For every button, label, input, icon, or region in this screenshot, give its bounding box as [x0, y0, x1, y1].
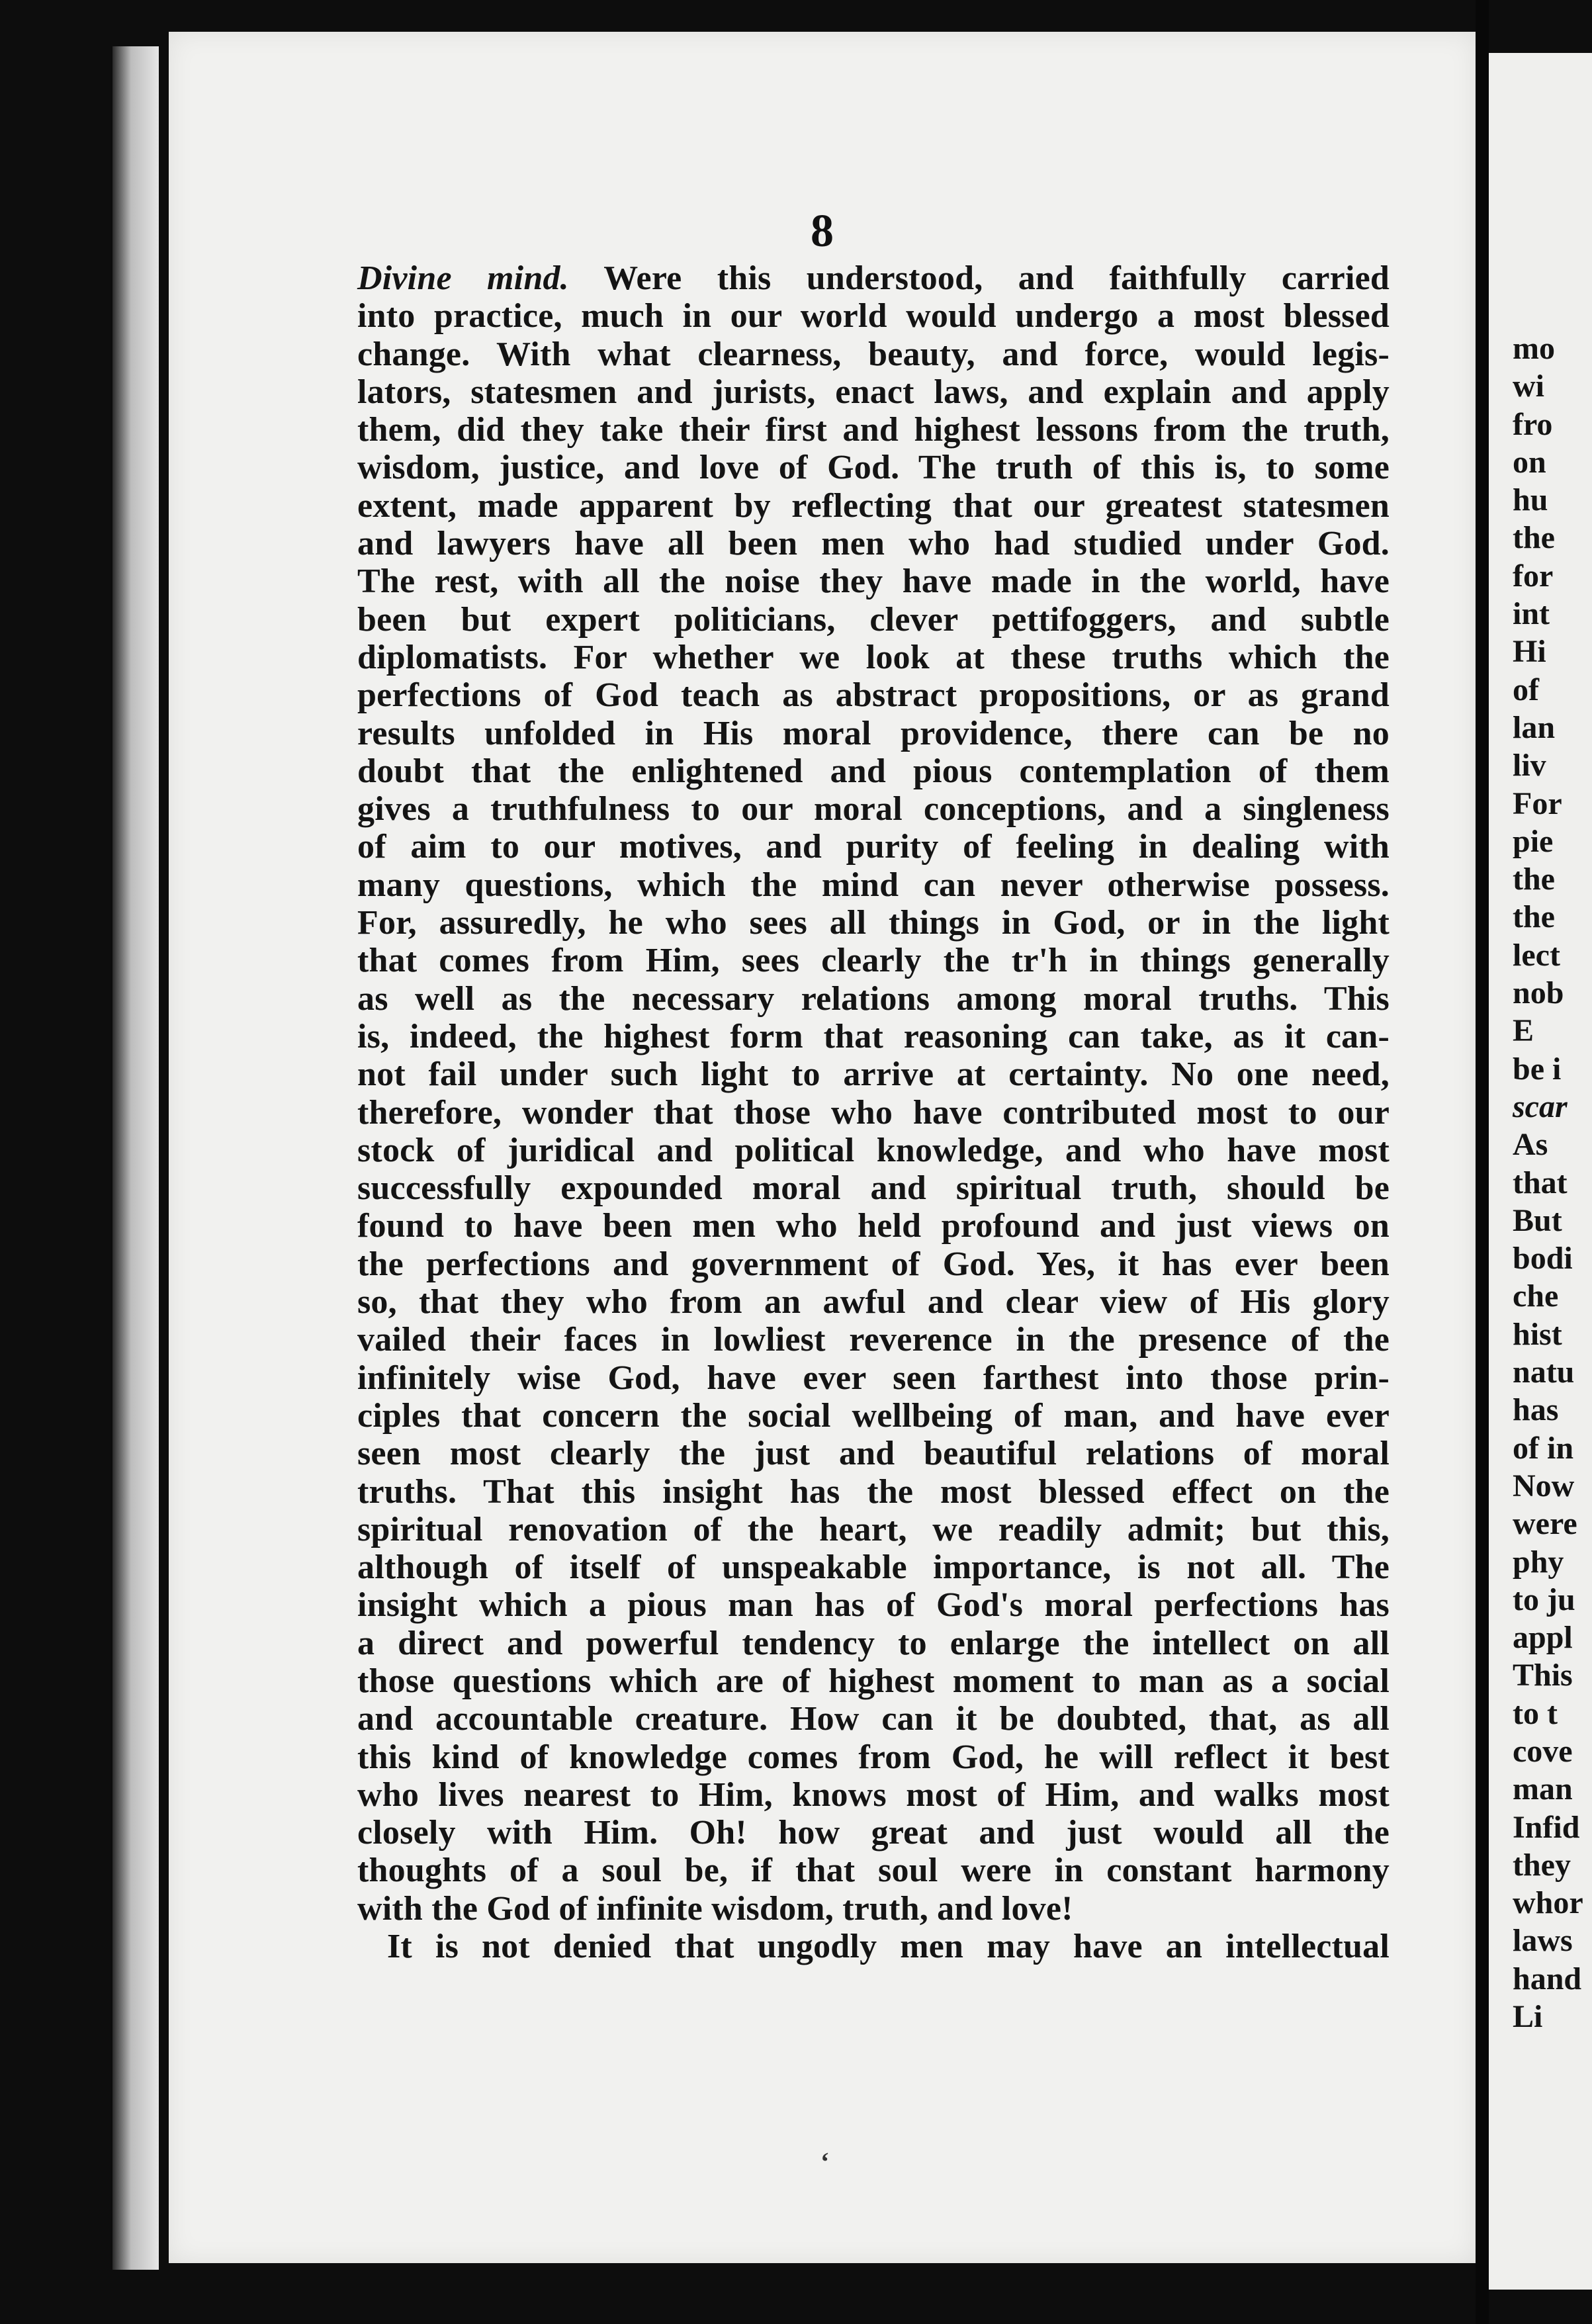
text-line: of aim to our motives, and purity of feeling in dealing with — [357, 828, 1390, 866]
text-line: perfections of God teach as abstract propositions, or as grand — [357, 676, 1390, 715]
facing-page-line: fro — [1513, 406, 1553, 442]
text-line: and accountable creature. How can it be doubted, that, as all — [357, 1700, 1390, 1738]
facing-page-line: For — [1513, 785, 1562, 821]
text-line: For, assuredly, he who sees all things in God, or in the light — [357, 904, 1390, 942]
text-line: found to have been men who held profound and just views on — [357, 1207, 1390, 1245]
text-line: that comes from Him, sees clearly the tr'h in things generally — [357, 942, 1390, 980]
facing-page-line: to t — [1513, 1695, 1558, 1731]
text-line: doubt that the enlightened and pious contemplation of them — [357, 752, 1390, 790]
text-line: spiritual renovation of the heart, we readily admit; but this, — [357, 1510, 1390, 1548]
facing-page-line: hu — [1513, 482, 1548, 518]
facing-page-line: E — [1513, 1013, 1534, 1049]
text-line: a direct and powerful tendency to enlarge the intellect on all — [357, 1624, 1390, 1662]
facing-page-line: of — [1513, 672, 1539, 707]
text-line — [357, 259, 1390, 297]
text-line: ciples that concern the social wellbeing of man, and have ever — [357, 1396, 1390, 1435]
text-line: those questions which are of highest moment to man as a social — [357, 1662, 1390, 1700]
text-line: into practice, much in our world would undergo a most blessed — [357, 297, 1390, 335]
text-line: closely with Him. Oh! how great and just would all the — [357, 1814, 1390, 1852]
text-line: infinitely wise God, have ever seen farthest into those prin- — [357, 1359, 1390, 1397]
facing-page-line: laws — [1513, 1923, 1573, 1959]
facing-page-line: int — [1513, 596, 1550, 632]
text-line: not fail under such light to arrive at certainty. No one need, — [357, 1055, 1390, 1094]
facing-page — [1489, 53, 1592, 2290]
facing-page-line: whor — [1513, 1885, 1583, 1921]
text-line: diplomatists. For whether we look at these truths which the — [357, 638, 1390, 676]
facing-page-line: scar — [1513, 1089, 1568, 1124]
facing-page-line: they — [1513, 1847, 1571, 1883]
text-line: vailed their faces in lowliest reverence in the presence of the — [357, 1321, 1390, 1359]
body-text — [357, 259, 1390, 1965]
text-line: wisdom, justice, and love of God. The truth of this is, to some — [357, 449, 1390, 487]
facing-page-line: mo — [1513, 331, 1555, 366]
facing-page-line: were — [1513, 1506, 1577, 1542]
text-line: as well as the necessary relations among moral truths. This — [357, 979, 1390, 1018]
facing-page-line: appl — [1513, 1620, 1573, 1656]
text-line: been but expert politicians, clever pettifoggers, and subtle — [357, 600, 1390, 639]
text-line: with the God of infinite wisdom, truth, and love! — [357, 1889, 1073, 1928]
facing-page-line: cove — [1513, 1733, 1573, 1769]
text-line: It is not denied that ungodly men may have an intellectual — [387, 1928, 1390, 1966]
facing-page-line: hand — [1513, 1961, 1582, 1996]
facing-page-line: the — [1513, 862, 1555, 897]
text-line: change. With what clearness, beauty, and force, would legis- — [357, 335, 1390, 373]
facing-page-line: This — [1513, 1658, 1573, 1693]
facing-page-line: che — [1513, 1278, 1559, 1314]
ink-mark: ‘ — [820, 2147, 830, 2176]
text-line: thoughts of a soul be, if that soul were in constant harmony — [357, 1852, 1390, 1890]
facing-page-line: the — [1513, 520, 1555, 556]
text-line: extent, made apparent by reflecting that our greatest statesmen — [357, 486, 1390, 525]
facing-page-text — [1513, 330, 1583, 2035]
facing-page-line: has — [1513, 1392, 1559, 1428]
page-number: 8 — [811, 206, 834, 257]
text-line: therefore, wonder that those who have contributed most to our — [357, 1093, 1390, 1132]
italic-phrase: Divine mind. — [357, 259, 569, 297]
text-line: lators, statesmen and jurists, enact laws, and explain and apply — [357, 373, 1390, 411]
facing-page-line: nob — [1513, 975, 1564, 1011]
facing-page-line: man — [1513, 1771, 1573, 1807]
facing-page-line: lan — [1513, 709, 1556, 745]
facing-page-line: Infid — [1513, 1809, 1580, 1845]
text-line: stock of juridical and political knowledge, and who have most — [357, 1131, 1390, 1169]
text-line: many questions, which the mind can never otherwise possess. — [357, 866, 1390, 904]
text-line: The rest, with all the noise they have made in the world, have — [357, 562, 1390, 601]
facing-page-line: that — [1513, 1165, 1568, 1200]
facing-page-line: on — [1513, 444, 1546, 480]
text-line: them, did they take their first and highest lessons from the truth, — [357, 411, 1390, 449]
facing-page-line: Now — [1513, 1468, 1575, 1503]
facing-page-line: bodi — [1513, 1241, 1573, 1276]
facing-page-line: for — [1513, 558, 1554, 594]
line-text: Were this understood, and faithfully carried — [568, 259, 1390, 297]
facing-page-line: But — [1513, 1202, 1562, 1238]
text-line: who lives nearest to Him, knows most of Him, and walks most — [357, 1775, 1390, 1814]
text-line: the perfections and government of God. Yes, it has ever been — [357, 1245, 1390, 1283]
facing-page-line: pie — [1513, 823, 1554, 859]
page-edge — [112, 46, 159, 2270]
text-line: gives a truthfulness to our moral conceptions, and a singleness — [357, 790, 1390, 828]
text-line: although of itself of unspeakable importance, is not all. The — [357, 1548, 1390, 1587]
facing-page-line: wi — [1513, 369, 1544, 404]
text-line: successfully expounded moral and spiritual truth, should be — [357, 1169, 1390, 1208]
facing-page-line: to ju — [1513, 1582, 1575, 1617]
text-line: truths. That this insight has the most blessed effect on the — [357, 1472, 1390, 1511]
facing-page-line: hist — [1513, 1316, 1562, 1352]
facing-page-line: of in — [1513, 1430, 1574, 1466]
facing-page-line: Hi — [1513, 634, 1546, 670]
facing-page-line: Li — [1513, 1999, 1543, 2035]
facing-page-line: natu — [1513, 1355, 1575, 1390]
text-line: results unfolded in His moral providence, there can be no — [357, 714, 1390, 752]
facing-page-line: As — [1513, 1127, 1548, 1163]
text-line: insight which a pious man has of God's moral perfections has — [357, 1586, 1390, 1625]
text-line: this kind of knowledge comes from God, he will reflect it best — [357, 1738, 1390, 1776]
book-gutter — [1476, 0, 1489, 2324]
facing-page-line: the — [1513, 899, 1555, 935]
facing-page-line: phy — [1513, 1544, 1564, 1580]
facing-page-line: be i — [1513, 1051, 1562, 1087]
text-line: seen most clearly the just and beautiful relations of moral — [357, 1435, 1390, 1473]
facing-page-line: lect — [1513, 937, 1560, 973]
text-line: so, that they who from an awful and clear view of His glory — [357, 1283, 1390, 1321]
text-line: is, indeed, the highest form that reasoning can take, as it can- — [357, 1017, 1390, 1055]
facing-page-line: liv — [1513, 748, 1546, 783]
text-line: and lawyers have all been men who had studied under God. — [357, 525, 1390, 563]
